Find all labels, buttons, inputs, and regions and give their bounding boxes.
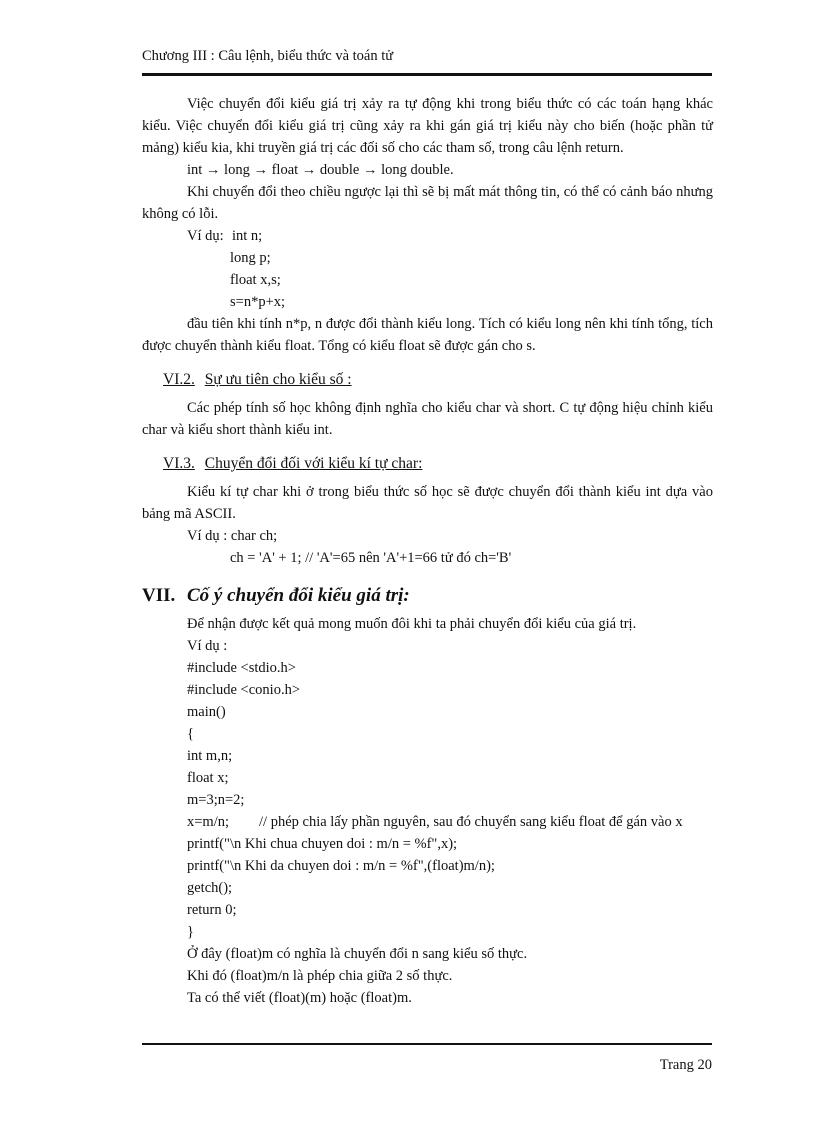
section-vi3-paragraph: Kiểu kí tự char khi ở trong biểu thức số học sẽ được chuyển đổi thành kiểu int dựa vào bảng mã ASCII. (142, 484, 713, 522)
page-header: Chương III : Câu lệnh, biểu thức và toán tử (142, 48, 394, 64)
code-line: ch = 'A' + 1; // 'A'=65 nên 'A'+1=66 tử đó ch='B' (230, 550, 512, 566)
code-line: long p; (230, 250, 271, 266)
code-line: int m,n; (187, 748, 233, 764)
code-line: printf("\n Khi da chuyen doi : m/n = %f",(float)m/n); (187, 858, 495, 874)
note-line: Ta có thể viết (float)(m) hoặc (float)m. (187, 990, 412, 1006)
section-number: VI.2. (163, 371, 195, 388)
code-line: m=3;n=2; (187, 792, 245, 808)
code-comment: // phép chia lấy phần nguyên, sau đó chuyển sang kiểu float để gán vào x (259, 814, 683, 830)
type-order: int → long → float → double → long double. (187, 162, 454, 178)
code-line: main() (187, 704, 226, 720)
intro-paragraph-3: đầu tiên khi tính n*p, n được đổi thành kiểu long. Tích có kiểu long nên khi tính tổng, tích được chuyển thành kiểu float. Tổng có kiểu float sẽ được gán cho s. (142, 316, 713, 354)
example-label: Ví dụ : (187, 638, 228, 654)
note-line: Ở đây (float)m có nghĩa là chuyển đổi n sang kiểu số thực. (187, 946, 528, 962)
code-line: float x; (187, 770, 229, 786)
code-line: } (187, 924, 194, 940)
footer-rule (142, 1043, 712, 1045)
section-vii-paragraph: Để nhận được kết quả mong muốn đôi khi ta phải chuyển đổi kiểu của giá trị. (187, 616, 637, 632)
example-1 (142, 225, 713, 247)
code-line: getch(); (187, 880, 233, 896)
intro-paragraph-2: Khi chuyển đổi theo chiều ngược lại thì sẽ bị mất mát thông tin, có thể có cảnh báo nhưng không có lỗi. (142, 184, 713, 222)
section-title: Sự ưu tiên cho kiểu số : (204, 371, 352, 388)
section-heading-vi3 (163, 453, 713, 475)
code-line: { (187, 726, 194, 742)
code-line: return 0; (187, 902, 237, 918)
section-number: VI.3. (163, 455, 195, 472)
code-line: s=n*p+x; (230, 294, 286, 310)
page-number: Trang 20 (659, 1057, 712, 1073)
section-title: Cố ý chuyển đổi kiểu giá trị: (187, 585, 410, 606)
note-line: Khi đó (float)m/n là phép chia giữa 2 số thực. (187, 968, 453, 984)
code-line: printf("\n Khi chua chuyen doi : m/n = %f",x); (187, 836, 458, 852)
code-line: #include <conio.h> (187, 682, 300, 698)
section-vi2-paragraph: Các phép tính số học không định nghĩa cho kiểu char và short. C tự động hiệu chỉnh kiểu char và kiểu short thành kiểu int. (142, 400, 713, 438)
code-line-with-comment (142, 811, 713, 833)
intro-paragraph-1: Việc chuyển đổi kiểu giá trị xảy ra tự động khi trong biểu thức có các toán hạng khác kiểu. Việc chuyển đổi kiểu giá trị cũng xảy ra khi gán giá trị kiểu này cho biến (hoặc phần tử mảng) kiểu kia, khi truyền giá trị các đối số cho các tham số, trong câu lệnh return. (142, 96, 713, 156)
code-statement: x=m/n; (187, 814, 230, 830)
example-label: Ví dụ : char ch; (187, 528, 278, 544)
section-number: VII. (142, 585, 176, 606)
code-line: float x,s; (230, 272, 281, 288)
section-heading-vi2 (163, 369, 713, 391)
code-line: int n; (232, 228, 263, 244)
page-body (142, 93, 713, 1009)
section-heading-vii (142, 583, 713, 609)
example-label: Ví dụ: (187, 228, 224, 244)
code-line: #include <stdio.h> (187, 660, 296, 676)
section-title: Chuyển đổi đối với kiểu kí tự char: (204, 455, 423, 472)
header-rule (142, 73, 712, 76)
